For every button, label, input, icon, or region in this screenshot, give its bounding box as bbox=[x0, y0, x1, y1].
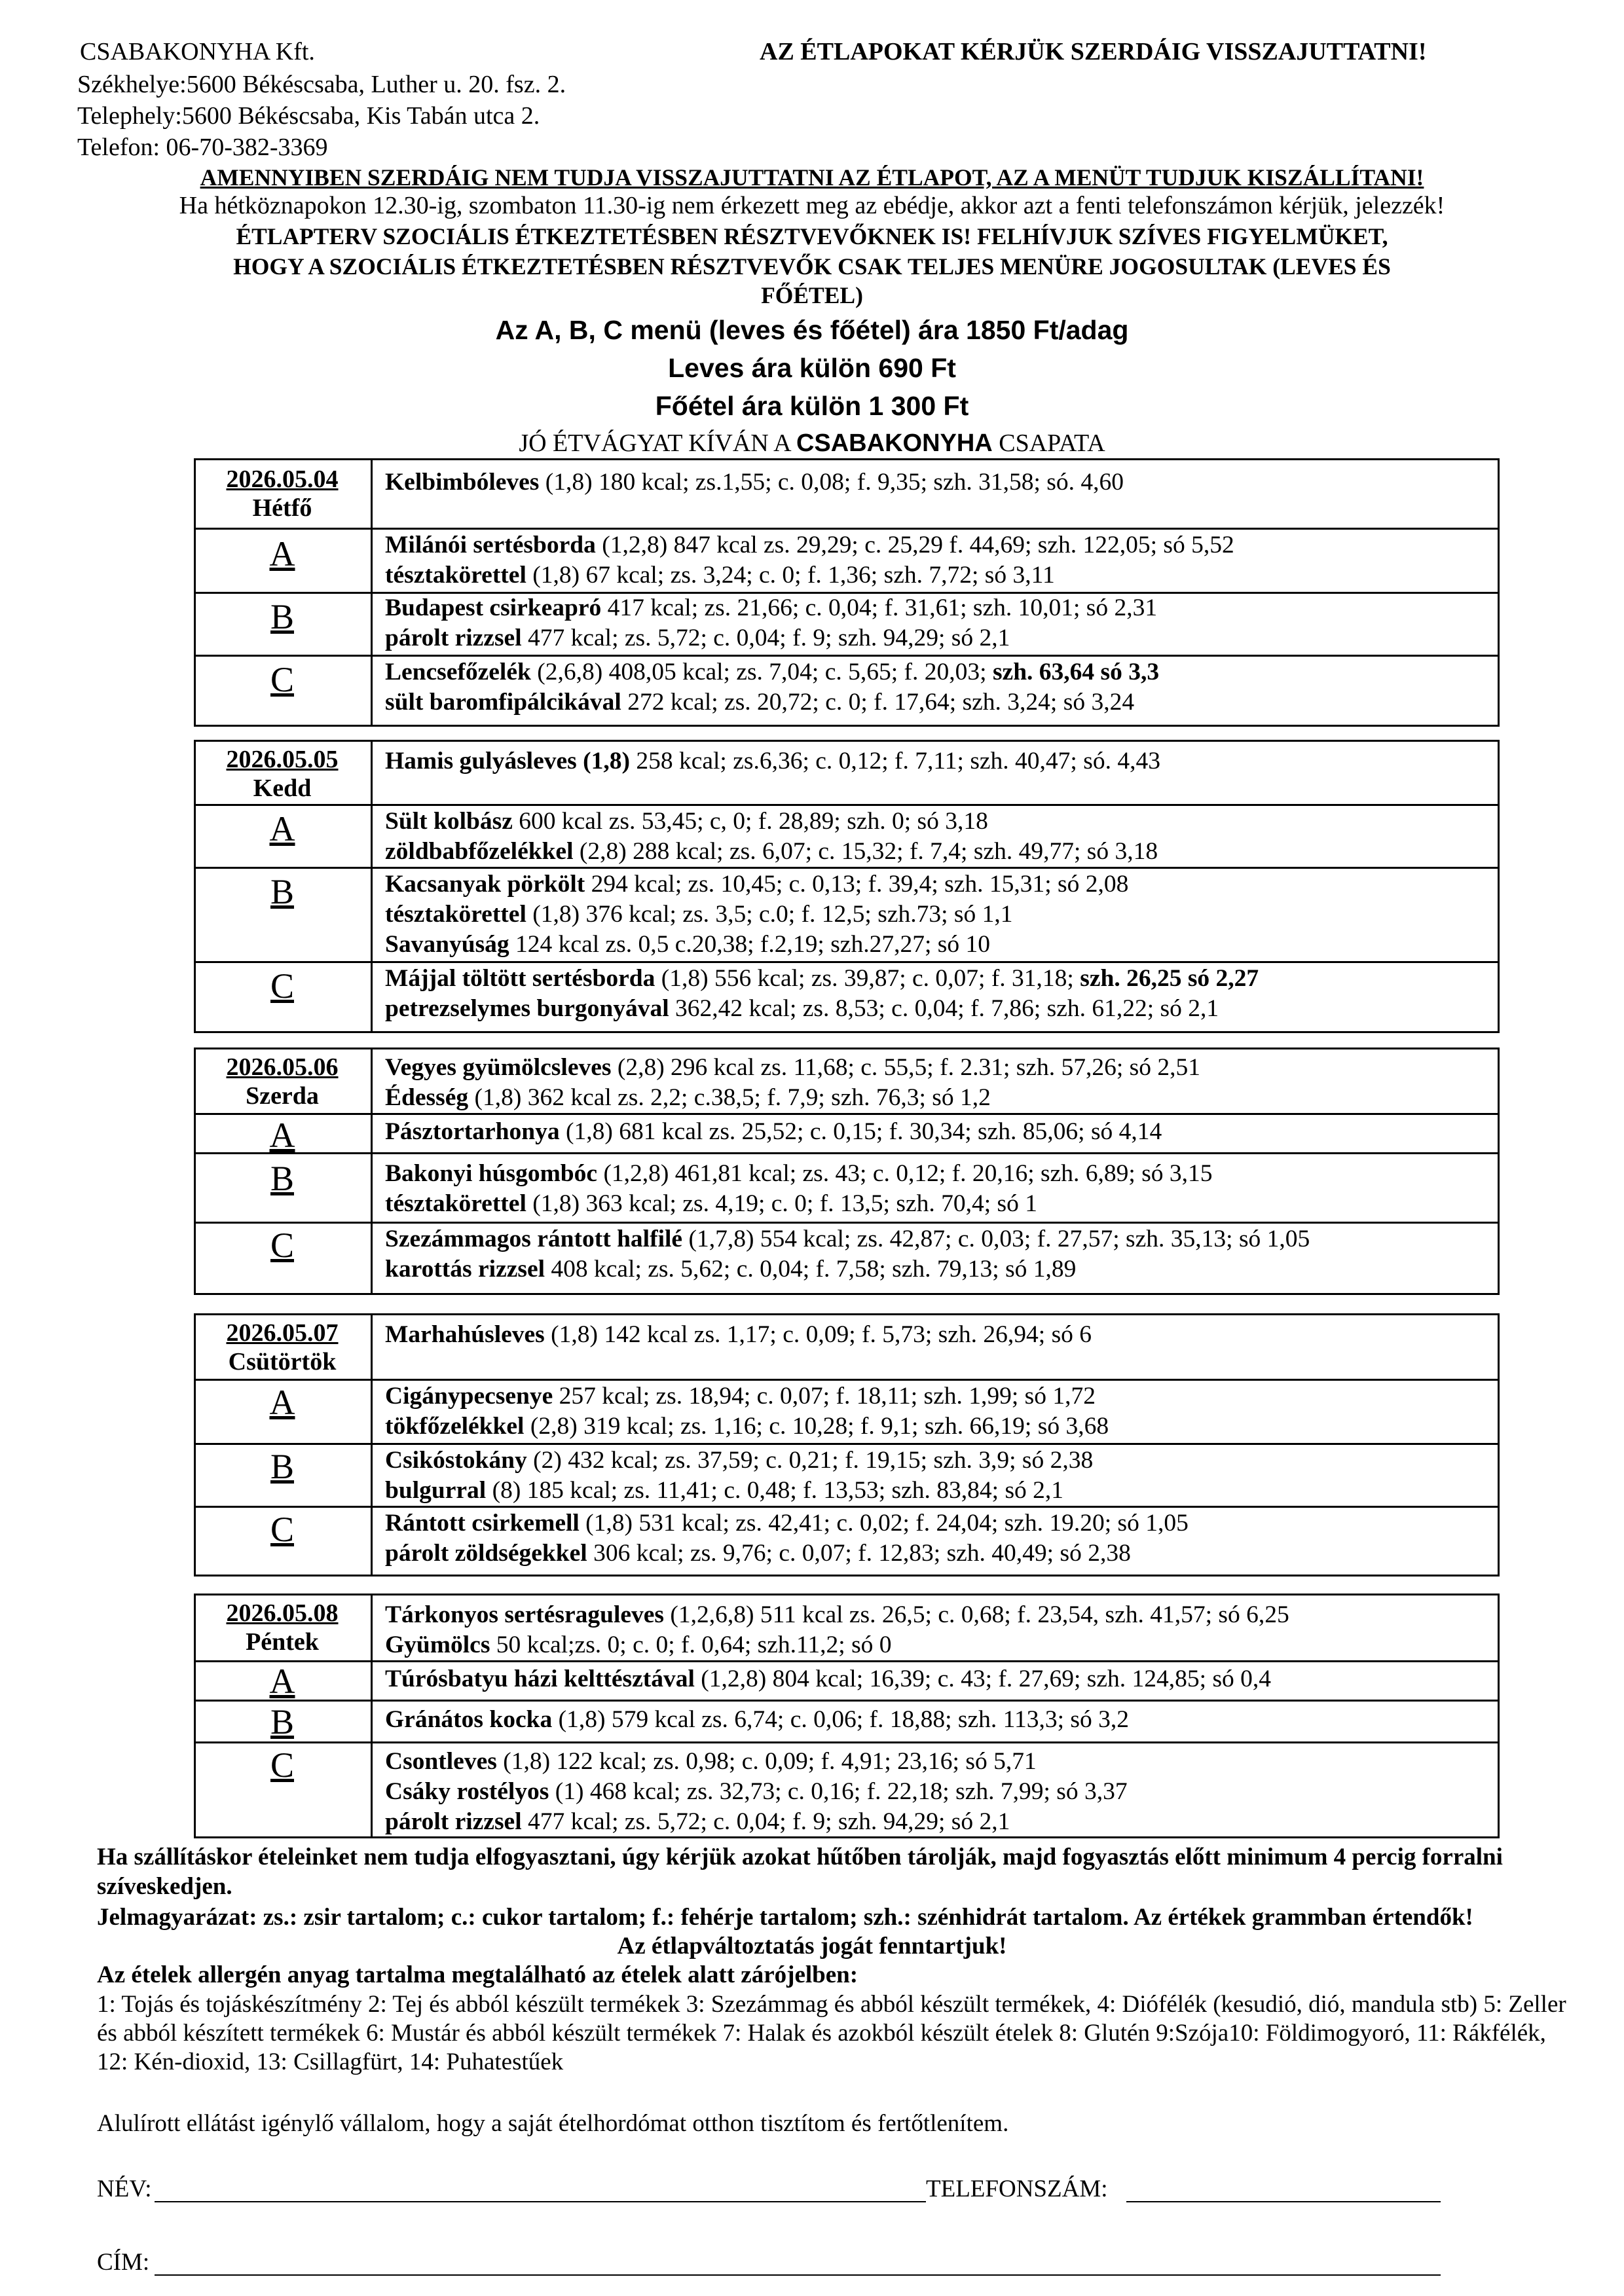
dish-name: Kelbimbóleves bbox=[385, 469, 540, 496]
date-text: 2026.05.08 bbox=[226, 1599, 339, 1627]
name-line[interactable] bbox=[155, 2201, 926, 2202]
dish-name: Csikóstokány bbox=[385, 1447, 527, 1474]
dish-row bbox=[385, 1747, 1037, 1777]
dish-name: zöldbabfőzelékkel bbox=[385, 838, 574, 865]
dish-row bbox=[385, 467, 1124, 498]
dish-row bbox=[385, 1807, 1010, 1837]
dish-row bbox=[385, 623, 1010, 653]
allergen-list: 1: Tojás és tojáskészítmény 2: Tej és abból készült termékek 3: Szezámmag és abból készült termékek, 4: Diófélék (kesudió, dió, mandula stb) 5: Zeller és abból készített termékek 6: Mustár és abból készült termékek 7: Halak és azokból készült ételek 8: Glutén 9:Szója10: Földimogyoró, 11: Rákfélék, 12: Kén-dioxid, 13: Csillagfürt, 14: Puhatestűek bbox=[97, 1991, 1566, 2075]
company-seat: Székhelye:5600 Békéscsaba, Luther u. 20. fsz. 2. bbox=[77, 71, 566, 98]
menu-letter-b: B bbox=[270, 1702, 295, 1741]
dish-nutrition: (1,2,8) 461,81 kcal; zs. 43; c. 0,12; f. 20,16; szh. 6,89; só 3,15 bbox=[597, 1160, 1213, 1187]
menu-letter-c: C bbox=[270, 1226, 295, 1265]
dish-name: sült baromfipálcikával bbox=[385, 689, 621, 716]
dish-row bbox=[385, 1705, 1129, 1735]
dish-nutrition: 124 kcal zs. 0,5 c.20,38; f.2,19; szh.27,27; só 10 bbox=[509, 931, 990, 958]
menu-letter-c: C bbox=[270, 660, 295, 699]
dish-nutrition: (1,8) 122 kcal; zs. 0,98; c. 0,09; f. 4,91; 23,16; só 5,71 bbox=[496, 1748, 1037, 1775]
date-text: 2026.05.04 bbox=[226, 465, 339, 493]
dish-row bbox=[385, 560, 1055, 591]
menu-letter-a: A bbox=[269, 809, 295, 848]
dish-row bbox=[385, 1476, 1063, 1506]
dish-name: Édesség bbox=[385, 1084, 469, 1111]
wish-pre: JÓ ÉTVÁGYAT KÍVÁN A bbox=[519, 429, 796, 457]
dish-row bbox=[385, 964, 1259, 994]
dish-nutrition: 257 kcal; zs. 18,94; c. 0,07; f. 18,11; szh. 1,99; só 1,72 bbox=[553, 1383, 1096, 1410]
dish-nutrition: (1,8) 363 kcal; zs. 4,19; c. 0; f. 13,5; szh. 70,4; só 1 bbox=[526, 1190, 1037, 1217]
notice-line-3: ÉTLAPTERV SZOCIÁLIS ÉTKEZTETÉSBEN RÉSZTVEVŐKNEK IS! FELHÍVJUK SZÍVES FIGYELMÜKET, bbox=[236, 223, 1388, 249]
dish-name: tökfőzelékkel bbox=[385, 1413, 525, 1440]
dish-row bbox=[385, 1777, 1128, 1807]
dish-name: Vegyes gyümölcsleves bbox=[385, 1054, 612, 1081]
dish-nutrition: (2,6,8) 408,05 kcal; zs. 7,04; c. 5,65; f. 20,03; bbox=[530, 659, 993, 685]
date-text: 2026.05.07 bbox=[226, 1319, 339, 1347]
price-soup: Leves ára külön 690 Ft bbox=[668, 353, 956, 383]
dish-name: tésztakörettel bbox=[385, 1190, 526, 1217]
storage-note: Ha szállításkor ételeinket nem tudja elfogyasztani, úgy kérjük azokat hűtőben tárolják, majd fogyasztás előtt minimum 4 percig forralni szíveskedjen. bbox=[97, 1844, 1503, 1900]
dish-nutrition: (2,8) 319 kcal; zs. 1,16; c. 10,28; f. 9,1; szh. 66,19; só 3,68 bbox=[524, 1413, 1109, 1440]
dish-row bbox=[385, 1539, 1131, 1569]
name-label: NÉV: bbox=[97, 2176, 152, 2202]
dish-row bbox=[385, 1159, 1213, 1189]
dish-nutrition: (1,8) 556 kcal; zs. 39,87; c. 0,07; f. 31,18; bbox=[655, 965, 1080, 992]
notice-line-2: Ha hétköznapokon 12.30-ig, szombaton 11.30-ig nem érkezett meg az ebédje, akkor azt a fenti telefonszámon kérjük, jelezzék! bbox=[179, 192, 1445, 219]
day-name: Péntek bbox=[246, 1628, 319, 1656]
dish-name: Csáky rostélyos bbox=[385, 1778, 549, 1805]
dish-row bbox=[385, 593, 1157, 623]
dish-nutrition: 477 kcal; zs. 5,72; c. 0,04; f. 9; szh. 94,29; só 2,1 bbox=[521, 1808, 1010, 1835]
day-name: Kedd bbox=[253, 774, 312, 802]
dish-name: párolt rizzsel bbox=[385, 1808, 522, 1835]
dish-row bbox=[385, 1053, 1200, 1083]
dish-name: Bakonyi húsgombóc bbox=[385, 1160, 598, 1187]
dish-name: bulgurral bbox=[385, 1477, 487, 1504]
dish-name: párolt rizzsel bbox=[385, 625, 522, 651]
menu-letter-c: C bbox=[270, 966, 295, 1006]
menu-letter-b: B bbox=[270, 1159, 295, 1198]
notice-line-4: HOGY A SZOCIÁLIS ÉTKEZTETÉSBEN RÉSZTVEVŐK CSAK TELJES MENÜRE JOGOSULTAK (LEVES ÉS bbox=[233, 253, 1391, 280]
day-name: Szerda bbox=[246, 1082, 319, 1110]
dish-row bbox=[385, 930, 990, 960]
company-phone: Telefon: 06-70-382-3369 bbox=[77, 134, 328, 161]
dish-name: Gránátos kocka bbox=[385, 1706, 553, 1733]
menu-letter-b: B bbox=[270, 872, 295, 911]
address-line[interactable] bbox=[155, 2274, 1441, 2276]
dish-nutrition: (1,8) 681 kcal zs. 25,52; c. 0,15; f. 30,34; szh. 85,06; só 4,14 bbox=[559, 1118, 1162, 1145]
dish-row bbox=[385, 1446, 1093, 1476]
menu-letter-b: B bbox=[270, 597, 295, 636]
dish-row bbox=[385, 1600, 1289, 1630]
company-name: CSABAKONYHA Kft. bbox=[80, 38, 315, 65]
dish-name: Budapest csirkeapró bbox=[385, 594, 602, 621]
menu-letter-a: A bbox=[269, 1662, 295, 1701]
dish-nutrition: (1,2,8) 847 kcal zs. 29,29; c. 25,29 f. 44,69; szh. 122,05; só 5,52 bbox=[595, 532, 1234, 558]
address-label: CÍM: bbox=[97, 2249, 150, 2276]
dish-name: Hamis gulyásleves (1,8) bbox=[385, 748, 630, 774]
dish-nutrition: 258 kcal; zs.6,36; c. 0,12; f. 7,11; szh. 40,47; só. 4,43 bbox=[629, 748, 1160, 774]
dish-row bbox=[385, 869, 1128, 900]
menu-letter-a: A bbox=[269, 534, 295, 574]
dish-nutrition: (1,7,8) 554 kcal; zs. 42,87; c. 0,03; f. 27,57; szh. 35,13; só 1,05 bbox=[682, 1226, 1310, 1252]
dish-nutrition: 477 kcal; zs. 5,72; c. 0,04; f. 9; szh. 94,29; só 2,1 bbox=[521, 625, 1010, 651]
dish-name: Szezámmagos rántott halfilé bbox=[385, 1226, 683, 1252]
day-date-friday bbox=[194, 1599, 371, 1656]
menu-letter-c: C bbox=[270, 1510, 295, 1549]
dish-nutrition: 417 kcal; zs. 21,66; c. 0,04; f. 31,61; szh. 10,01; só 2,31 bbox=[601, 594, 1158, 621]
menu-letter-a: A bbox=[269, 1116, 295, 1155]
company-site: Telephely:5600 Békéscsaba, Kis Tabán utca 2. bbox=[77, 102, 540, 130]
dish-nutrition: (1,8) 67 kcal; zs. 3,24; c. 0; f. 1,36; szh. 7,72; só 3,11 bbox=[526, 562, 1055, 589]
allergen-title: Az ételek allergén anyag tartalma megtalálható az ételek alatt zárójelben: bbox=[97, 1961, 858, 1988]
date-text: 2026.05.06 bbox=[226, 1053, 339, 1081]
dish-name: Májjal töltött sertésborda bbox=[385, 965, 655, 992]
return-notice: AZ ÉTLAPOKAT KÉRJÜK SZERDÁIG VISSZAJUTTATNI! bbox=[760, 38, 1427, 65]
dish-name: Milánói sertésborda bbox=[385, 532, 596, 558]
dish-name: tésztakörettel bbox=[385, 901, 526, 928]
dish-row bbox=[385, 807, 988, 837]
dish-row bbox=[385, 1412, 1109, 1442]
dish-row bbox=[385, 900, 1012, 930]
dish-name: Kacsanyak pörkölt bbox=[385, 871, 585, 898]
wish-brand: CSABAKONYHA bbox=[796, 429, 993, 457]
dish-nutrition: 294 kcal; zs. 10,45; c. 0,13; f. 39,4; szh. 15,31; só 2,08 bbox=[585, 871, 1129, 898]
dish-name: Túrósbatyu házi kelttésztával bbox=[385, 1666, 695, 1692]
dish-name: Cigánypecsenye bbox=[385, 1383, 553, 1410]
dish-name: Savanyúság bbox=[385, 931, 509, 958]
dish-nutrition: 408 kcal; zs. 5,62; c. 0,04; f. 7,58; szh. 79,13; só 1,89 bbox=[545, 1256, 1077, 1283]
dish-row bbox=[385, 530, 1234, 560]
menu-letter-c: C bbox=[270, 1745, 295, 1785]
day-date-wednesday bbox=[194, 1053, 371, 1110]
legend-note: Jelmagyarázat: zs.: zsir tartalom; c.: cukor tartalom; f.: fehérje tartalom; szh.: szénhidrát tartalom. Az értékek grammban értendők! bbox=[97, 1904, 1473, 1931]
price-menu: Az A, B, C menü (leves és főétel) ára 1850 Ft/adag bbox=[495, 315, 1129, 345]
dish-name: tésztakörettel bbox=[385, 562, 526, 589]
dish-row bbox=[385, 1189, 1037, 1219]
dish-row bbox=[385, 1630, 892, 1660]
dish-nutrition: (2,8) 296 kcal zs. 11,68; c. 55,5; f. 2.31; szh. 57,26; só 2,51 bbox=[611, 1054, 1200, 1081]
dish-row bbox=[385, 994, 1219, 1024]
day-name: Hétfő bbox=[252, 494, 312, 522]
dish-row bbox=[385, 746, 1160, 776]
dish-row bbox=[385, 657, 1159, 687]
dish-name: párolt zöldségekkel bbox=[385, 1540, 587, 1567]
dish-nutrition: 600 kcal zs. 53,45; c, 0; f. 28,89; szh. 0; só 3,18 bbox=[512, 808, 988, 835]
dish-name: Lencsefőzelék bbox=[385, 659, 531, 685]
dish-name: petrezselymes burgonyával bbox=[385, 995, 669, 1022]
dish-row bbox=[385, 1664, 1271, 1694]
day-date-thursday bbox=[194, 1319, 371, 1376]
dish-row bbox=[385, 1254, 1076, 1285]
dish-nutrition: (8) 185 kcal; zs. 11,41; c. 0,48; f. 13,53; szh. 83,84; só 2,1 bbox=[486, 1477, 1064, 1504]
dish-row bbox=[385, 1083, 991, 1113]
menu-letter-a: A bbox=[269, 1383, 295, 1422]
dish-nutrition: (1,8) 142 kcal zs. 1,17; c. 0,09; f. 5,73; szh. 26,94; só 6 bbox=[544, 1321, 1092, 1348]
dish-row bbox=[385, 1381, 1096, 1412]
dish-nutrition: (1,2,6,8) 511 kcal zs. 26,5; c. 0,68; f. 23,54, szh. 41,57; só 6,25 bbox=[664, 1601, 1289, 1628]
day-name: Csütörtök bbox=[228, 1348, 337, 1376]
dish-row bbox=[385, 837, 1158, 867]
notice-line-1: AMENNYIBEN SZERDÁIG NEM TUDJA VISSZAJUTTATNI AZ ÉTLAPOT, AZ A MENÜT TUDJUK KISZÁLLÍTANI! bbox=[200, 164, 1424, 191]
date-text: 2026.05.05 bbox=[226, 746, 339, 773]
dish-name: karottás rizzsel bbox=[385, 1256, 545, 1283]
dish-nutrition: (1,8) 362 kcal zs. 2,2; c.38,5; f. 7,9; szh. 76,3; só 1,2 bbox=[468, 1084, 991, 1111]
notice-line-5: FŐÉTEL) bbox=[761, 282, 863, 308]
dish-nutrition: (1,2,8) 804 kcal; 16,39; c. 43; f. 27,69; szh. 124,85; só 0,4 bbox=[694, 1666, 1272, 1692]
phone-line[interactable] bbox=[1126, 2201, 1441, 2202]
dish-nutrition: (1,8) 579 kcal zs. 6,74; c. 0,06; f. 18,88; szh. 113,3; só 3,2 bbox=[552, 1706, 1130, 1733]
dish-nutrition: 272 kcal; zs. 20,72; c. 0; f. 17,64; szh. 3,24; só 3,24 bbox=[621, 689, 1135, 716]
dish-row bbox=[385, 1224, 1310, 1254]
pledge-text: Alulírott ellátást igénylő vállalom, hogy a saját ételhordómat otthon tisztítom és fertőtlenítem. bbox=[97, 2110, 1009, 2137]
dish-name: Gyümölcs bbox=[385, 1631, 490, 1658]
phone-label: TELEFONSZÁM: bbox=[926, 2176, 1108, 2202]
dish-name: Sült kolbász bbox=[385, 808, 513, 835]
dish-name: Tárkonyos sertésraguleves bbox=[385, 1601, 664, 1628]
dish-nutrition: 50 kcal;zs. 0; c. 0; f. 0,64; szh.11,2; só 0 bbox=[490, 1631, 892, 1658]
dish-nutrition: 306 kcal; zs. 9,76; c. 0,07; f. 12,83; szh. 40,49; só 2,38 bbox=[587, 1540, 1131, 1567]
dish-row bbox=[385, 1117, 1162, 1147]
wish-post: CSAPATA bbox=[992, 429, 1105, 457]
dish-nutrition: (1,8) 180 kcal; zs.1,55; c. 0,08; f. 9,35; szh. 31,58; só. 4,60 bbox=[539, 469, 1124, 496]
dish-name: szh. 26,25 só 2,27 bbox=[1080, 965, 1259, 992]
dish-name: Rántott csirkemell bbox=[385, 1510, 580, 1537]
dish-row bbox=[385, 1320, 1092, 1350]
price-main: Főétel ára külön 1 300 Ft bbox=[655, 391, 969, 421]
dish-row bbox=[385, 687, 1134, 718]
dish-name: Marhahúsleves bbox=[385, 1321, 545, 1348]
dish-nutrition: (1,8) 376 kcal; zs. 3,5; c.0; f. 12,5; szh.73; só 1,1 bbox=[526, 901, 1013, 928]
dish-nutrition: (2,8) 288 kcal; zs. 6,07; c. 15,32; f. 7,4; szh. 49,77; só 3,18 bbox=[573, 838, 1158, 865]
wish-line bbox=[0, 428, 1624, 458]
dish-row bbox=[385, 1508, 1189, 1539]
dish-nutrition: (1,8) 531 kcal; zs. 42,41; c. 0,02; f. 24,04; szh. 19.20; só 1,05 bbox=[579, 1510, 1189, 1537]
change-note: Az étlapváltoztatás jogát fenntartjuk! bbox=[617, 1933, 1007, 1959]
dish-nutrition: (1) 468 kcal; zs. 32,73; c. 0,16; f. 22,18; szh. 7,99; só 3,37 bbox=[549, 1778, 1128, 1805]
dish-nutrition: (2) 432 kcal; zs. 37,59; c. 0,21; f. 19,15; szh. 3,9; só 2,38 bbox=[526, 1447, 1094, 1474]
day-date-tuesday bbox=[194, 745, 371, 803]
dish-name: Pásztortarhonya bbox=[385, 1118, 560, 1145]
menu-letter-b: B bbox=[270, 1447, 295, 1486]
day-date-monday bbox=[194, 465, 371, 522]
dish-name: szh. 63,64 só 3,3 bbox=[992, 659, 1160, 685]
dish-nutrition: 362,42 kcal; zs. 8,53; c. 0,04; f. 7,86; szh. 61,22; só 2,1 bbox=[669, 995, 1219, 1022]
dish-name: Csontleves bbox=[385, 1748, 497, 1775]
